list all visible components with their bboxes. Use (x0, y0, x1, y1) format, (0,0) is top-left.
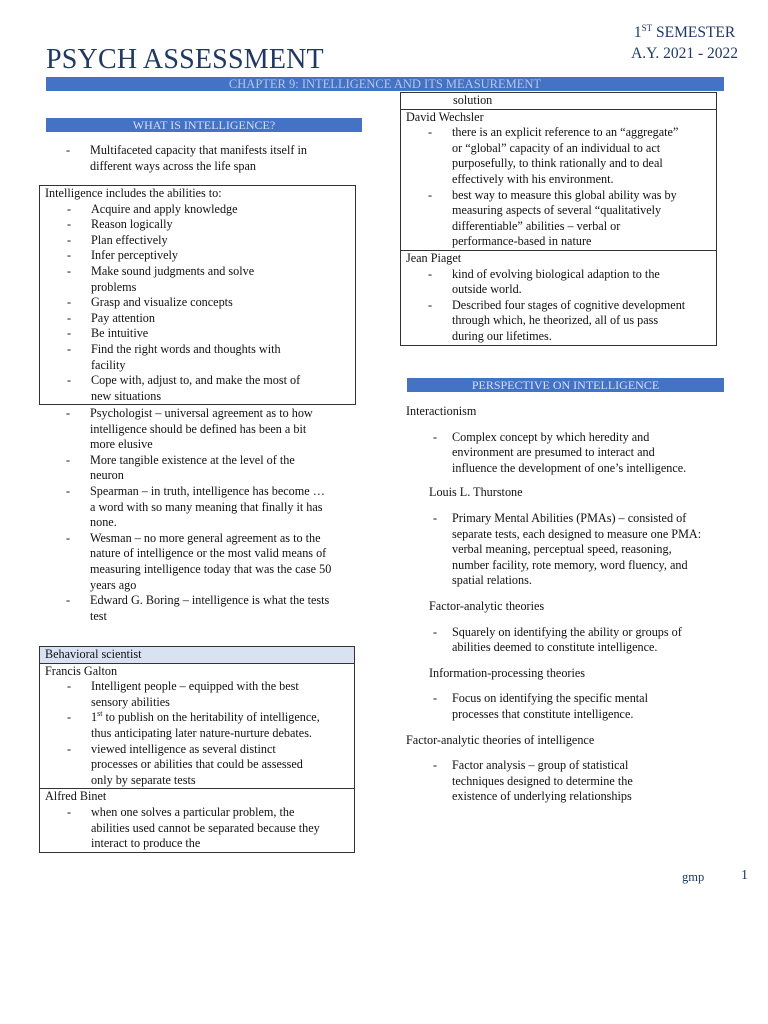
list-item: - Edward G. Boring – intelligence is what the tests test (39, 593, 359, 624)
galton-name: Francis Galton (45, 663, 118, 678)
footer-initials: gmp (682, 870, 705, 884)
list-item: - Factor analysis – group of statistical techniques designed to determine the existence of underlying relationships (406, 758, 726, 805)
galton-list (40, 679, 354, 788)
list-item: - Spearman – in truth, intelligence has become … a word with so many meaning that finally it has none. (39, 484, 359, 531)
perspective-block (406, 404, 726, 805)
list-item: - Intelligent people – equipped with the best sensory abilities (40, 679, 354, 710)
behavioral-heading: Behavioral scientist (40, 647, 354, 664)
list-item: - Acquire and apply knowledge (40, 202, 355, 218)
solution-continuation: solution (453, 93, 493, 107)
wechsler-list (401, 125, 716, 250)
theorists-box (400, 92, 717, 346)
factor-analytic-list (406, 625, 726, 656)
interactionism-heading: Interactionism (406, 404, 477, 418)
wechsler-name: David Wechsler (406, 109, 484, 124)
abilities-list (40, 202, 355, 405)
list-item: - viewed intelligence as several distinct processes or abilities that could be assessed only by separate tests (40, 742, 354, 789)
interactionism-list (406, 430, 726, 477)
list-item: - there is an explicit reference to an “aggregate” or “global” capacity of an individual to act purposefully, to think rationally and to deal effectively with his environment. (401, 125, 716, 187)
abilities-heading: Intelligence includes the abilities to: (45, 186, 222, 200)
wechsler-section (401, 109, 716, 250)
list-item: - Squarely on identifying the ability or groups of abilities deemed to constitute intelligence. (406, 625, 726, 656)
list-item: - Be intuitive (40, 326, 355, 342)
list-item: - Reason logically (40, 217, 355, 233)
list-item: - Grasp and visualize concepts (40, 295, 355, 311)
definitions-list (39, 406, 359, 624)
list-item: - Wesman – no more general agreement as to the nature of intelligence or the most valid means of measuring intelligence today that was the case 50 years ago (39, 531, 359, 593)
piaget-name: Jean Piaget (406, 250, 462, 265)
page-title: PSYCH ASSESSMENT (46, 44, 324, 75)
list-item: - Infer perceptively (40, 248, 355, 264)
chapter-heading: CHAPTER 9: INTELLIGENCE AND ITS MEASUREMENT (46, 77, 724, 91)
list-item: - More tangible existence at the level of the neuron (39, 453, 359, 484)
list-item: - Focus on identifying the specific mental processes that constitute intelligence. (406, 691, 726, 722)
list-item: - best way to measure this global ability was by measuring aspects of several “qualitatively differentiable” abilities – verbal or performance-based in nature (401, 188, 716, 250)
list-item: - Pay attention (40, 311, 355, 327)
info-processing-list (406, 691, 726, 722)
binet-list (40, 805, 354, 852)
list-item: - Make sound judgments and solve problems (40, 264, 355, 295)
semester-info (631, 22, 738, 64)
factor-analytic-heading: Factor-analytic theories (429, 598, 545, 613)
section-heading-perspective: PERSPECTIVE ON INTELLIGENCE (407, 378, 724, 392)
galton-section (40, 664, 354, 789)
semester-line: 1ST SEMESTER (633, 23, 736, 41)
intro-block (39, 143, 359, 174)
list-item: - 1st to publish on the heritability of intelligence, thus anticipating later nature-nurture debates. (40, 710, 354, 741)
thurstone-heading: Louis L. Thurstone (429, 485, 523, 500)
list-item: - Find the right words and thoughts with facility (40, 342, 355, 373)
piaget-list (401, 267, 716, 345)
list-item: - Psychologist – universal agreement as to how intelligence should be defined has been a bit more elusive (39, 406, 359, 453)
factor-analytic-intel-heading: Factor-analytic theories of intelligence (406, 732, 595, 747)
list-item: - Multifaceted capacity that manifests itself in different ways across the life span (39, 143, 359, 174)
abilities-box (39, 185, 356, 405)
binet-section (40, 788, 354, 851)
piaget-section (401, 250, 716, 345)
behavioral-scientist-box (39, 646, 355, 853)
intro-list (39, 143, 359, 174)
factor-analytic-intel-list (406, 758, 726, 805)
thurstone-list (406, 511, 726, 589)
list-item: - Primary Mental Abilities (PMAs) – consisted of separate tests, each designed to measure one PMA: verbal meaning, perceptual speed, reasoning, number facility, rote memory, word fluency, and spatial relations. (406, 511, 726, 589)
list-item: - Cope with, adjust to, and make the most of new situations (40, 373, 355, 404)
list-item: - Plan effectively (40, 233, 355, 249)
list-item: - when one solves a particular problem, the abilities used cannot be separated because they interact to produce the (40, 805, 354, 852)
section-heading-what-is-intelligence: WHAT IS INTELLIGENCE? (46, 118, 362, 132)
list-item: - Complex concept by which heredity and environment are presumed to interact and influence the development of one’s intelligence. (406, 430, 726, 477)
academic-year: A.Y. 2021 - 2022 (631, 45, 738, 62)
definitions-block (39, 406, 359, 624)
info-processing-heading: Information-processing theories (429, 665, 586, 680)
binet-name: Alfred Binet (45, 789, 107, 804)
page-number: 1 (741, 868, 748, 883)
list-item: - kind of evolving biological adaption to the outside world. (401, 267, 716, 298)
list-item: - Described four stages of cognitive development through which, he theorized, all of us pass during our lifetimes. (401, 298, 716, 345)
